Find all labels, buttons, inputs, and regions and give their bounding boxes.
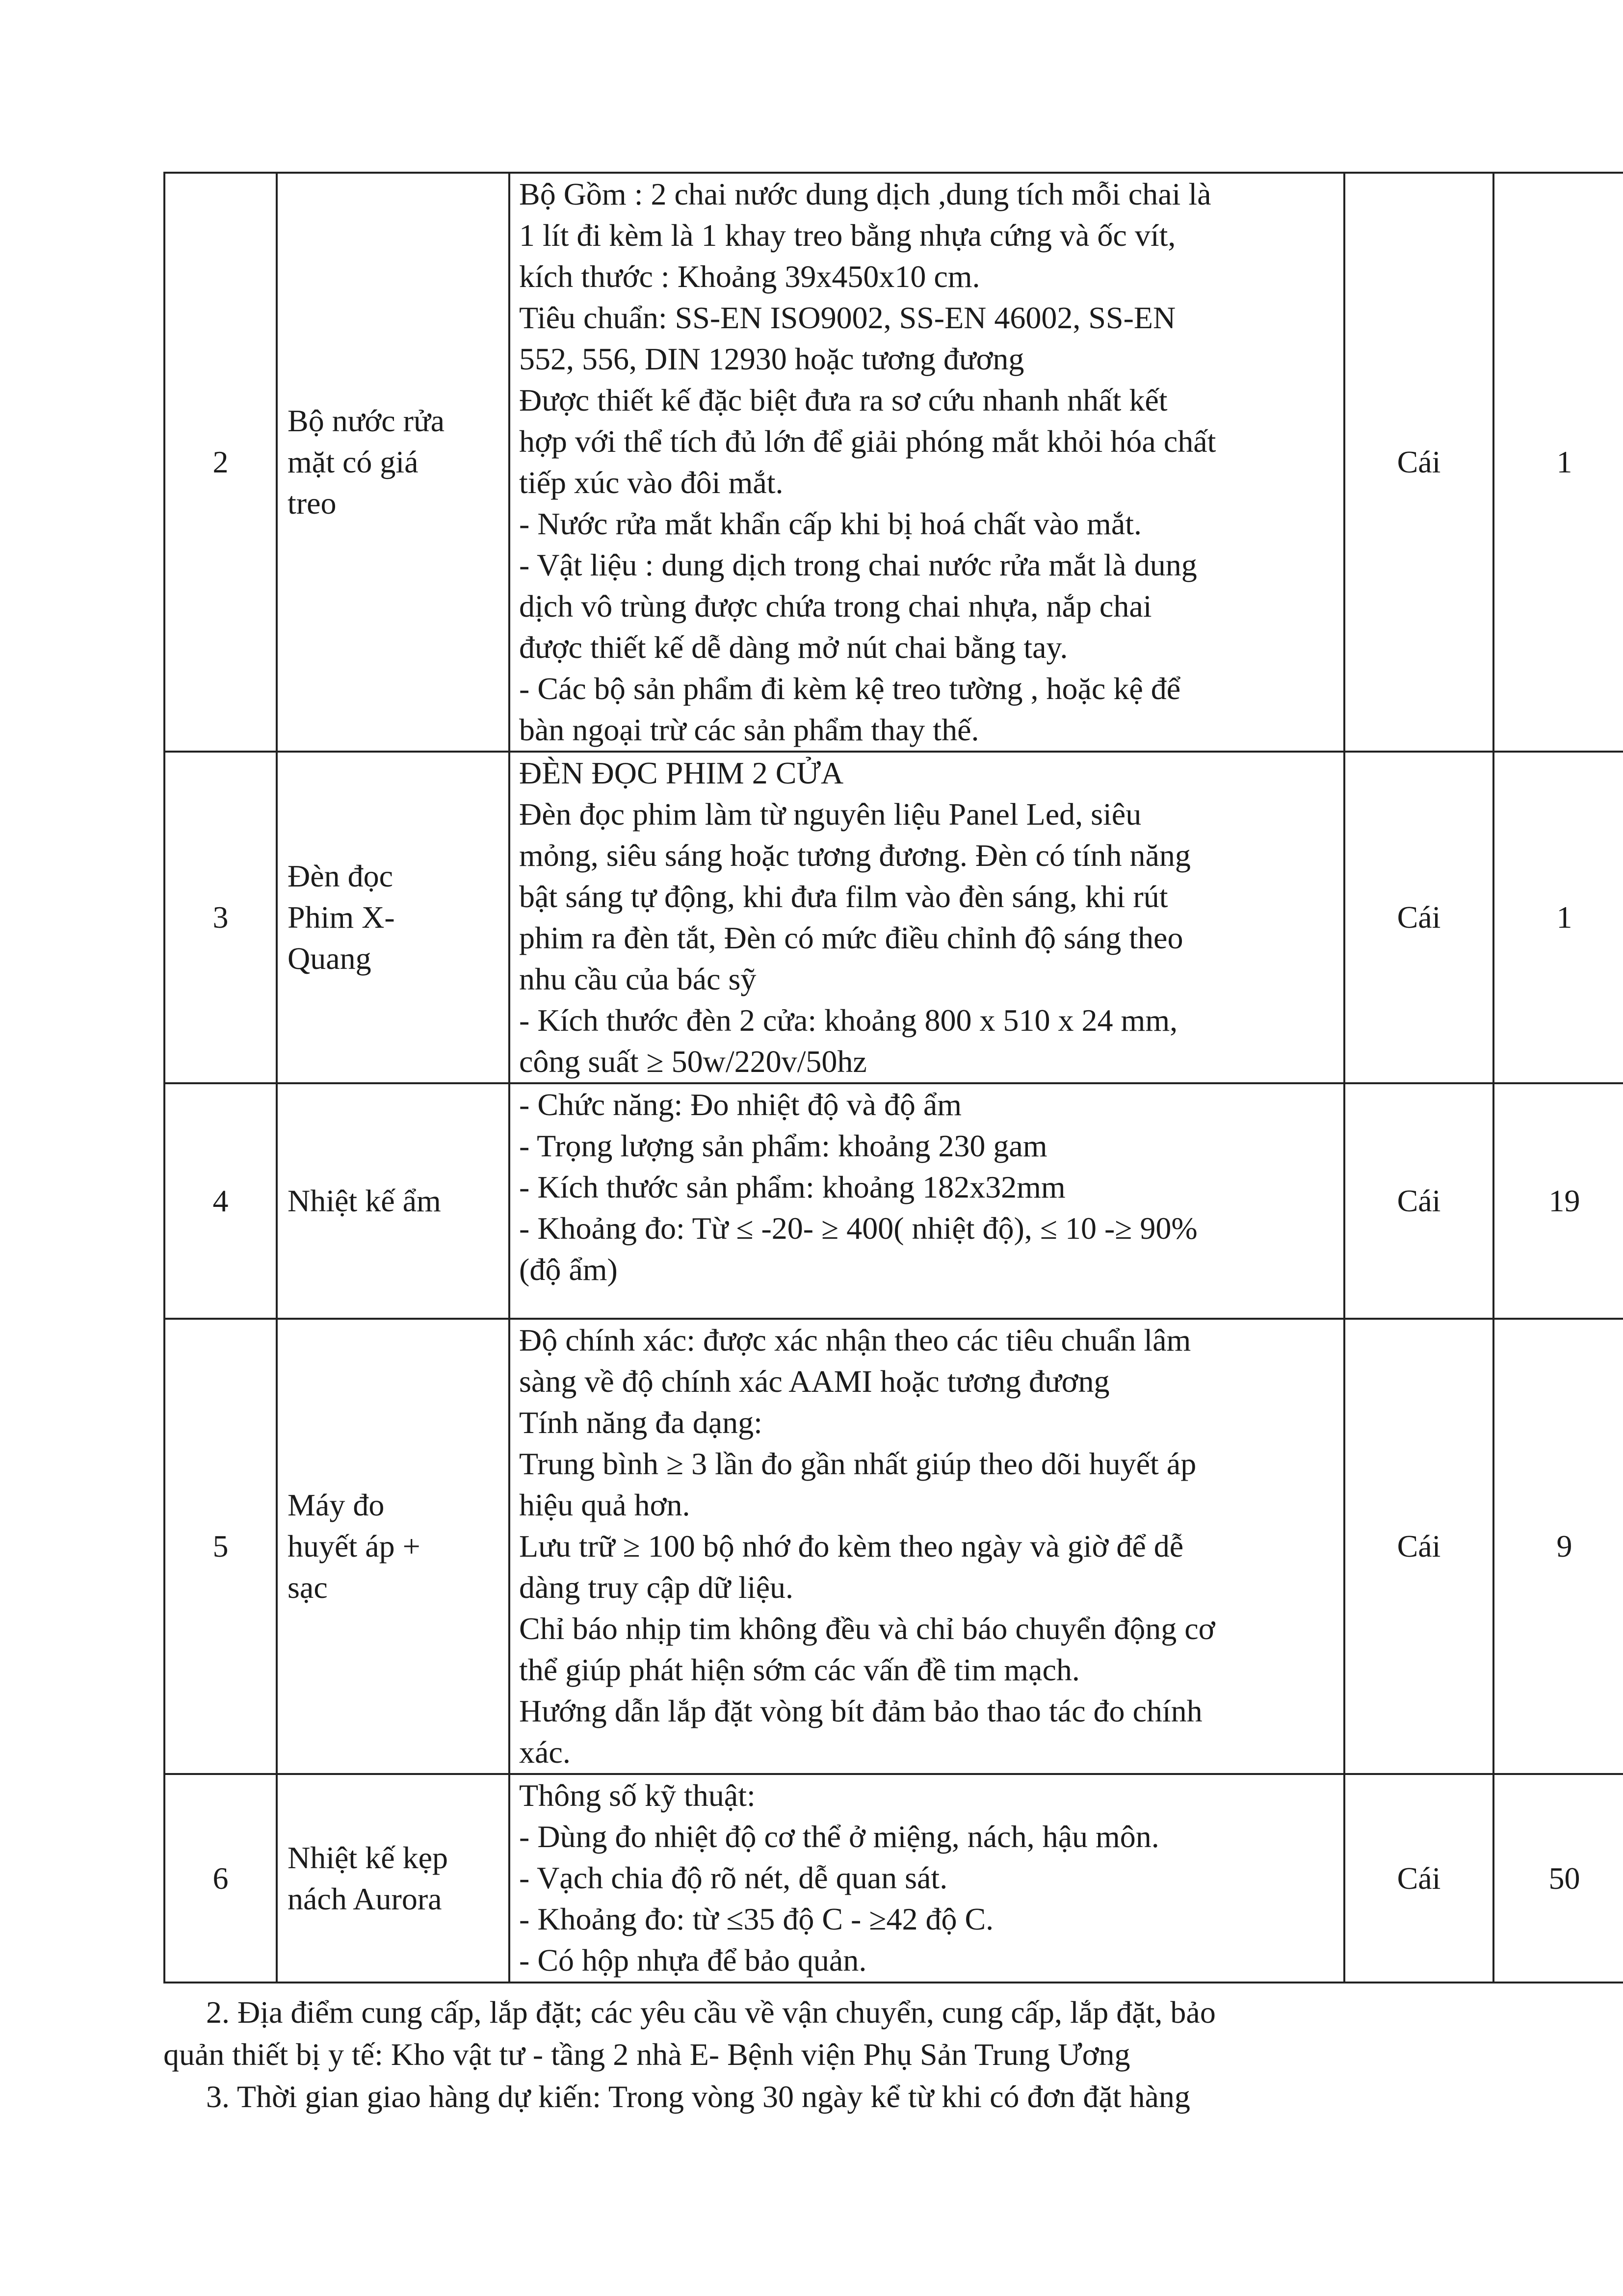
table-row [164, 1083, 1623, 1319]
item-quantity: 1 [1493, 752, 1623, 1083]
item-description [509, 1774, 1344, 1983]
item-unit: Cái [1344, 1774, 1493, 1983]
item-description-line: được thiết kế dễ dàng mở nút chai bằng tay. [519, 630, 1068, 665]
item-name [277, 1319, 509, 1774]
item-number: 5 [164, 1319, 277, 1774]
item-number: 4 [164, 1083, 277, 1319]
item-name-line: huyết áp + [288, 1529, 420, 1564]
item-description-line: - Các bộ sản phẩm đi kèm kệ treo tường , hoặc kệ để [519, 671, 1181, 706]
table-row [164, 1319, 1623, 1774]
item-description-line: tiếp xúc vào đôi mắt. [519, 465, 784, 500]
item-description [509, 173, 1344, 752]
item-description-line: thể giúp phát hiện sớm các vấn đề tim mạch. [519, 1652, 1080, 1687]
item-description-line: Hướng dẫn lắp đặt vòng bít đảm bảo thao tác đo chính [519, 1694, 1203, 1728]
item-unit: Cái [1344, 1319, 1493, 1774]
item-name-line: Nhiệt kế kẹp [288, 1840, 448, 1875]
item-description-line: - Dùng đo nhiệt độ cơ thể ở miệng, nách, hậu môn. [519, 1819, 1159, 1854]
item-description-line: - Chức năng: Đo nhiệt độ và độ ẩm [519, 1087, 962, 1122]
footer-line-location-cont: quản thiết bị y tế: Kho vật tư - tầng 2 nhà E- Bệnh viện Phụ Sản Trung Ương [163, 2037, 1130, 2072]
item-description [509, 752, 1344, 1083]
item-description-line: 1 lít đi kèm là 1 khay treo bằng nhựa cứng và ốc vít, [519, 218, 1176, 253]
table-row [164, 752, 1623, 1083]
item-description-line: công suất ≥ 50w/220v/50hz [519, 1044, 867, 1079]
item-name [277, 1774, 509, 1983]
item-name [277, 1083, 509, 1319]
footer-line-delivery-time: 3. Thời gian giao hàng dự kiến: Trong vòng 30 ngày kể từ khi có đơn đặt hàng [206, 2079, 1190, 2114]
item-description-line: 552, 556, DIN 12930 hoặc tương đương [519, 341, 1024, 376]
item-description-line: hiệu quả hơn. [519, 1487, 690, 1522]
item-description-line: Tiêu chuẩn: SS-EN ISO9002, SS-EN 46002, SS-EN [519, 300, 1176, 335]
item-name-line: Đèn đọc [288, 859, 393, 893]
item-quantity: 19 [1493, 1083, 1623, 1319]
item-quantity: 1 [1493, 173, 1623, 752]
item-description-line: - Kích thước sản phẩm: khoảng 182x32mm [519, 1170, 1066, 1204]
item-description-line: xác. [519, 1735, 571, 1770]
item-quantity: 9 [1493, 1319, 1623, 1774]
item-unit: Cái [1344, 1083, 1493, 1319]
item-description-line: Chỉ báo nhịp tim không đều và chỉ báo chuyển động cơ [519, 1611, 1215, 1646]
item-description [509, 1319, 1344, 1774]
item-name [277, 173, 509, 752]
item-description-line: phim ra đèn tắt, Đèn có mức điều chỉnh độ sáng theo [519, 920, 1183, 955]
item-name-line: Bộ nước rửa [288, 403, 445, 438]
item-name-line: Phim X- [288, 900, 395, 935]
item-description [509, 1083, 1344, 1319]
item-unit: Cái [1344, 752, 1493, 1083]
item-name-line: mặt có giá [288, 444, 419, 479]
item-description-line: nhu cầu của bác sỹ [519, 962, 757, 996]
item-description-line: Tính năng đa dạng: [519, 1405, 762, 1440]
item-description-line: sàng về độ chính xác AAMI hoặc tương đương [519, 1364, 1110, 1399]
item-description-line: Trung bình ≥ 3 lần đo gần nhất giúp theo dõi huyết áp [519, 1446, 1197, 1481]
item-description-line: - Trọng lượng sản phẩm: khoảng 230 gam [519, 1128, 1047, 1163]
item-quantity: 50 [1493, 1774, 1623, 1983]
item-number: 2 [164, 173, 277, 752]
item-description-line: Độ chính xác: được xác nhận theo các tiêu chuẩn lâm [519, 1323, 1191, 1357]
item-description-line: Đèn đọc phim làm từ nguyên liệu Panel Led, siêu [519, 797, 1142, 832]
item-description-line: mỏng, siêu sáng hoặc tương đương. Đèn có tính năng [519, 838, 1191, 873]
item-name-line: sạc [288, 1570, 328, 1605]
table-row [164, 173, 1623, 752]
item-description-line: hợp với thể tích đủ lớn để giải phóng mắt khỏi hóa chất [519, 424, 1216, 459]
item-description-line: - Có hộp nhựa để bảo quản. [519, 1943, 867, 1978]
item-description-line: Được thiết kế đặc biệt đưa ra sơ cứu nhanh nhất kết [519, 383, 1168, 417]
footer-line-location: 2. Địa điểm cung cấp, lắp đặt; các yêu cầu về vận chuyển, cung cấp, lắp đặt, bảo [206, 1995, 1216, 2030]
item-description-line: bàn ngoại trừ các sản phẩm thay thế. [519, 712, 979, 747]
table-row [164, 1774, 1623, 1983]
item-description-line: ĐÈN ĐỌC PHIM 2 CỬA [519, 756, 844, 790]
equipment-spec-table [163, 172, 1623, 1983]
item-description-line: (độ ẩm) [519, 1252, 618, 1287]
item-name-line: nách Aurora [288, 1881, 442, 1916]
item-name-line: Nhiệt kế ẩm [288, 1183, 441, 1218]
item-number: 6 [164, 1774, 277, 1983]
item-description-line: Thông số kỹ thuật: [519, 1778, 756, 1813]
spec-table-body [164, 173, 1623, 1983]
item-number: 3 [164, 752, 277, 1083]
item-description-line: - Vật liệu : dung dịch trong chai nước rửa mắt là dung [519, 548, 1197, 582]
item-name [277, 752, 509, 1083]
item-name-line: Quang [288, 941, 371, 976]
item-description-line: - Khoảng đo: từ ≤35 độ C - ≥42 độ C. [519, 1902, 994, 1936]
item-description-line: dàng truy cập dữ liệu. [519, 1570, 793, 1605]
item-description-line: kích thước : Khoảng 39x450x10 cm. [519, 259, 980, 294]
item-description-line: dịch vô trùng được chứa trong chai nhựa, nắp chai [519, 589, 1152, 624]
item-description-line: - Nước rửa mắt khẩn cấp khi bị hoá chất vào mắt. [519, 506, 1142, 541]
item-description-line: Bộ Gồm : 2 chai nước dung dịch ,dung tích mỗi chai là [519, 177, 1211, 211]
item-name-line: Máy đo [288, 1487, 385, 1522]
item-description-line: - Vạch chia độ rõ nét, dễ quan sát. [519, 1860, 948, 1895]
item-name-line: treo [288, 486, 337, 521]
item-description-line: - Khoảng đo: Từ ≤ -20- ≥ 400( nhiệt độ), ≤ 10 -≥ 90% [519, 1211, 1198, 1246]
item-description-line: bật sáng tự động, khi đưa film vào đèn sáng, khi rút [519, 879, 1168, 914]
item-unit: Cái [1344, 173, 1493, 752]
item-description-line: - Kích thước đèn 2 cửa: khoảng 800 x 510 x 24 mm, [519, 1003, 1178, 1038]
item-description-line: Lưu trữ ≥ 100 bộ nhớ đo kèm theo ngày và giờ để dễ [519, 1529, 1184, 1564]
